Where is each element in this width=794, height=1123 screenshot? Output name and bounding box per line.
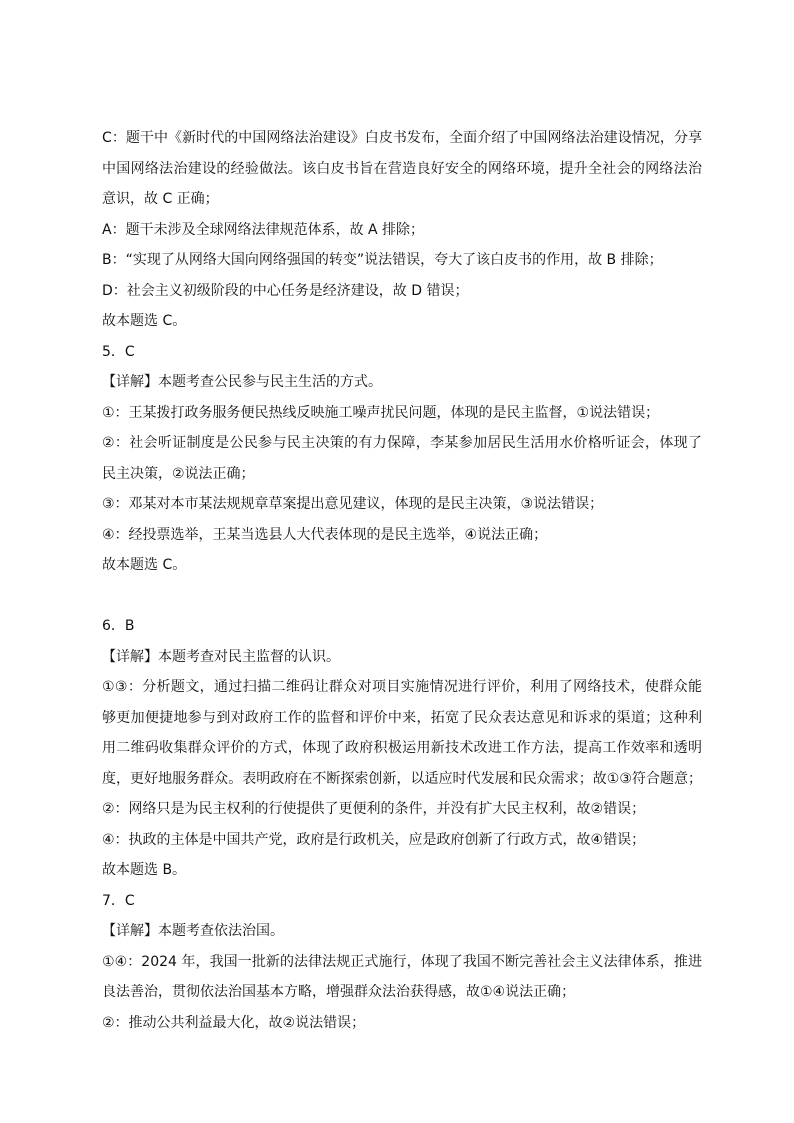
text-line: ②：网络只是为民主权利的行使提供了更便利的条件，并没有扩大民主权利，故②错误； [102, 801, 646, 817]
text-line: 良法善治，贯彻依法治国基本方略，增强群众法治获得感，故①④说法正确； [102, 984, 576, 1000]
text-line: ①③：分析题文，通过扫描二维码让群众对项目实施情况进行评价，利用了网络技术，使群众能 [102, 679, 702, 695]
text-line: ①④：2024 年，我国一批新的法律法规正式施行，体现了我国不断完善社会主义法律体系，推进 [102, 954, 702, 970]
explanation-heading: 【详解】本题考查对民主监督的认识。 [102, 649, 340, 665]
text-line: ①：王某拨打政务服务便民热线反映施工噪声扰民问题，体现的是民主监督，①说法错误； [102, 405, 660, 421]
text-line: 够更加便捷地参与到对政府工作的监督和评价中来，拓宽了民众表达意见和诉求的渠道；这种利 [102, 710, 702, 726]
text-line: 故本题选 B。 [102, 862, 187, 878]
text-line: 意识，故 C 正确； [102, 191, 219, 207]
text-line: D：社会主义初级阶段的中心任务是经济建设，故 D 错误； [102, 283, 469, 299]
explanation-heading: 【详解】本题考查依法治国。 [102, 923, 284, 939]
text-line: 民主决策，②说法正确； [102, 466, 255, 482]
question-number: 5．C [102, 344, 135, 360]
text-line: 中国网络法治建设的经验做法。该白皮书旨在营造良好安全的网络环境，提升全社会的网络法治 [102, 161, 702, 177]
text-line: A：题干未涉及全球网络法律规范体系，故 A 排除； [102, 222, 425, 238]
explanation-heading: 【详解】本题考查公民参与民主生活的方式。 [102, 374, 382, 390]
text-line: B：“实现了从网络大国向网络强国的转变”说法错误，夸大了该白皮书的作用，故 B 排除； [102, 252, 663, 268]
text-line: C：题干中《新时代的中国网络法治建设》白皮书发布，全面介绍了中国网络法治建设情况，分享 [102, 130, 702, 146]
text-line: 度，更好地服务群众。表明政府在不断探索创新，以适应时代发展和民众需求；故①③符合题意； [102, 771, 702, 787]
question-number: 6．B [102, 618, 135, 634]
text-line: 故本题选 C。 [102, 313, 187, 329]
text-line: ②：推动公共利益最大化，故②说法错误； [102, 1015, 366, 1031]
text-line: ④：执政的主体是中国共产党，政府是行政机关，应是政府创新了行政方式，故④错误； [102, 832, 646, 848]
text-line: ④：经投票选举，王某当选县人大代表体现的是民主选举，④说法正确； [102, 527, 548, 543]
text-line: ③：邓某对本市某法规规章草案提出意见建议，体现的是民主决策，③说法错误； [102, 496, 604, 512]
text-line: 用二维码收集群众评价的方式，体现了政府积极运用新技术改进工作方法，提高工作效率和透明 [102, 740, 702, 756]
question-number: 7．C [102, 893, 135, 909]
text-line: ②：社会听证制度是公民参与民主决策的有力保障，李某参加居民生活用水价格听证会，体现了 [102, 435, 702, 451]
text-line: 故本题选 C。 [102, 557, 187, 573]
